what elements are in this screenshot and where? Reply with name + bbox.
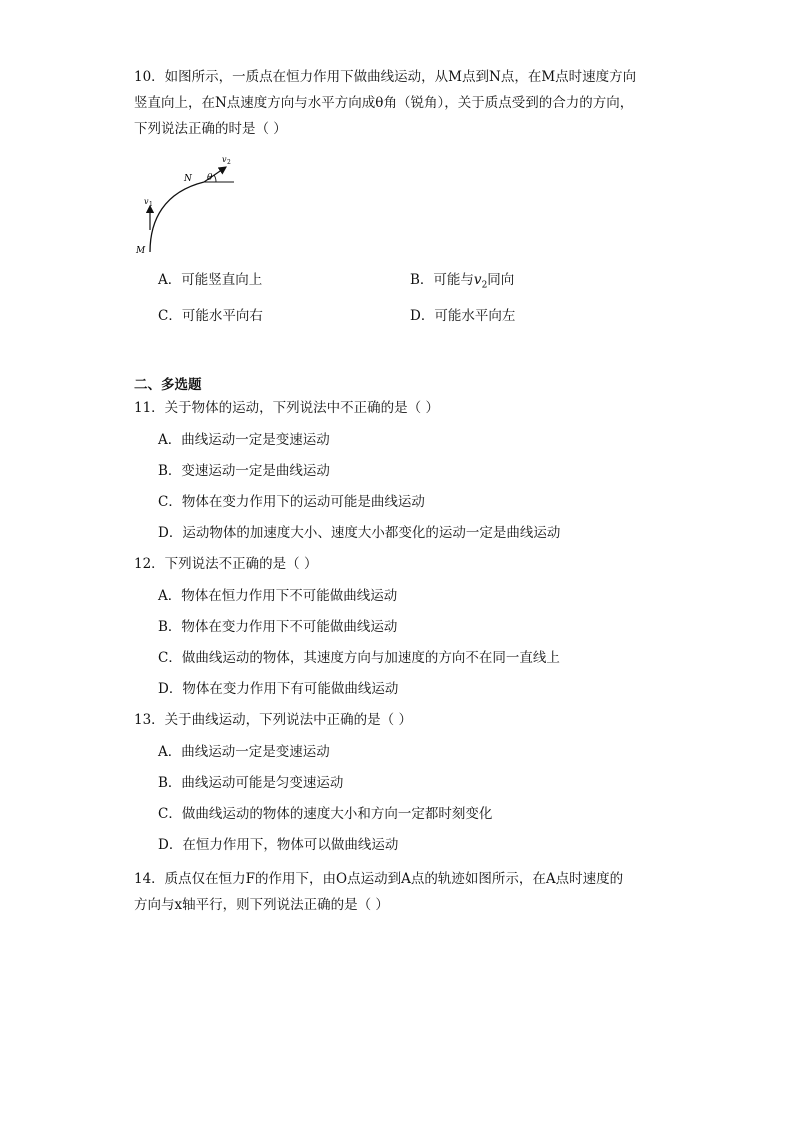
question-11-option-b: B．变速运动一定是曲线运动 (158, 463, 330, 479)
label-v2-sub: 2 (227, 159, 231, 166)
question-14-stem (134, 866, 674, 918)
theta-arc (214, 175, 216, 182)
question-12-option-b: B．物体在变力作用下不可能做曲线运动 (158, 619, 398, 635)
question-13-option-a: A．曲线运动一定是变速运动 (158, 744, 330, 760)
question-12-option-a: A．物体在恒力作用下不可能做曲线运动 (158, 588, 398, 604)
question-11-stem: 11．关于物体的运动，下列说法中不正确的是（ ） (134, 400, 439, 416)
label-v1-sub: 1 (149, 201, 153, 208)
question-14-line-2: 方向与x轴平行，则下列说法正确的是（ ） (134, 897, 389, 913)
label-v1: v (144, 197, 149, 206)
trajectory-curve (150, 182, 204, 252)
question-12-option-d: D．物体在变力作用下有可能做曲线运动 (158, 681, 399, 697)
label-theta: θ (207, 173, 213, 183)
section-title: 二、多选题 (134, 377, 202, 393)
option-b-suffix: 同向 (487, 272, 515, 288)
label-n: N (184, 174, 192, 184)
question-12-option-c: C．做曲线运动的物体，其速度方向与加速度的方向不在同一直线上 (158, 650, 560, 666)
question-10-option-b (410, 270, 514, 296)
question-14-line-1: 14．质点仅在恒力F的作用下，由O点运动到A点的轨迹如图所示，在A点时速度的 (134, 871, 624, 887)
question-11-option-c: C．物体在变力作用下的运动可能是曲线运动 (158, 494, 425, 510)
question-13-stem: 13．关于曲线运动，下列说法中正确的是（ ） (134, 712, 412, 728)
option-b-var: v (473, 272, 482, 288)
question-10-option-a: A．可能竖直向上 (158, 272, 263, 288)
label-v2: v (222, 155, 227, 164)
question-10-line-2: 竖直向上，在N点速度方向与水平方向成θ角（锐角），关于质点受到的合力的方向， (134, 95, 634, 111)
question-13-option-c: C．做曲线运动的物体的速度大小和方向一定都时刻变化 (158, 806, 493, 822)
question-12-stem: 12．下列说法不正确的是（ ） (134, 556, 318, 572)
option-b-prefix: B．可能与 (410, 272, 474, 288)
question-13-option-b: B．曲线运动可能是匀变速运动 (158, 775, 344, 791)
question-10-option-c: C．可能水平向右 (158, 308, 263, 324)
question-10-stem (134, 64, 674, 142)
question-11-option-d: D．运动物体的加速度大小、速度大小都变化的运动一定是曲线运动 (158, 525, 561, 541)
question-10-option-d: D．可能水平向左 (410, 308, 516, 324)
question-10-line-3: 下列说法正确的时是（ ） (134, 121, 287, 137)
question-10-line-1: 10．如图所示，一质点在恒力作用下做曲线运动，从M点到N点，在M点时速度方向 (134, 69, 637, 85)
question-13-option-d: D．在恒力作用下，物体可以做曲线运动 (158, 837, 399, 853)
label-m: M (136, 246, 146, 256)
question-11-option-a: A．曲线运动一定是变速运动 (158, 432, 330, 448)
option-b-sub: 2 (481, 280, 488, 291)
question-10-figure (134, 150, 244, 260)
